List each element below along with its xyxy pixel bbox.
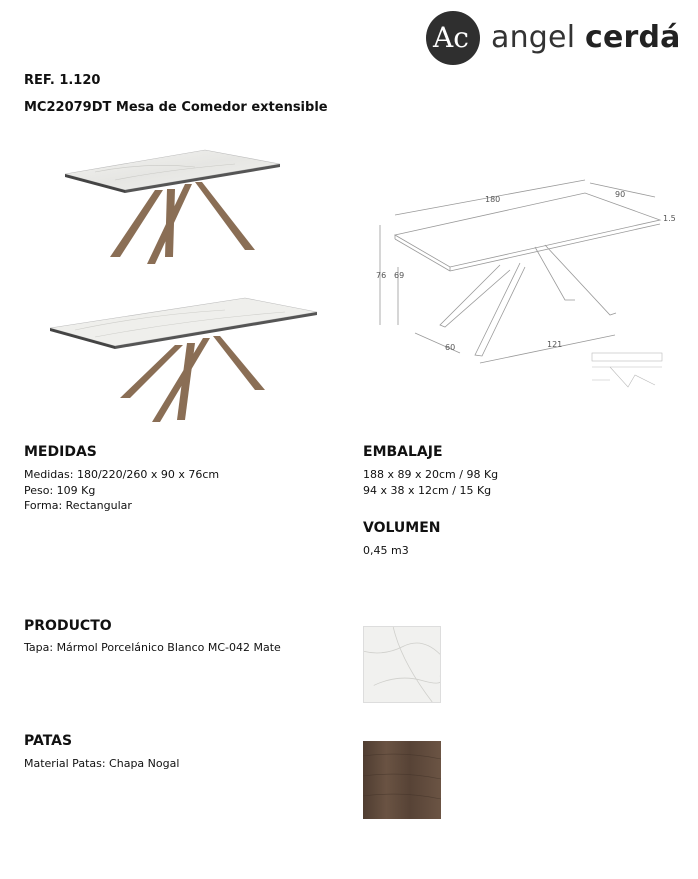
- reference-code: REF. 1.120: [24, 73, 101, 88]
- technical-diagram: [370, 175, 680, 400]
- volumen-value: 0,45 m3: [363, 544, 409, 557]
- producto-heading: PRODUCTO: [24, 618, 112, 634]
- producto-text: Tapa: Mármol Porcelánico Blanco MC-042 Mate: [24, 641, 281, 654]
- embalaje-line: 188 x 89 x 20cm / 98 Kg: [363, 468, 499, 481]
- dim-height-frame: 69: [394, 271, 405, 280]
- brand-logo: [425, 8, 690, 70]
- volumen-heading: VOLUMEN: [363, 520, 441, 536]
- patas-heading: PATAS: [24, 733, 73, 749]
- walnut-swatch: [363, 741, 441, 819]
- embalaje-line: 94 x 38 x 12cm / 15 Kg: [363, 483, 492, 497]
- dim-leg-width: 121: [547, 340, 563, 349]
- embalaje-heading: EMBALAJE: [363, 444, 443, 460]
- brand-mark-icon: [425, 10, 481, 66]
- marble-swatch: [363, 626, 441, 703]
- mini-diagram: [592, 353, 662, 387]
- medidas-heading: MEDIDAS: [24, 444, 97, 460]
- medidas-list: [24, 467, 219, 514]
- dim-length: 180: [485, 195, 501, 204]
- medidas-line: Forma: Rectangular: [24, 499, 132, 512]
- svg-text:Ac: Ac: [433, 21, 469, 54]
- dim-depth: 90: [615, 190, 626, 199]
- patas-text: Material Patas: Chapa Nogal: [24, 757, 180, 770]
- brand-name-light: angel: [491, 20, 576, 55]
- dim-leg-depth: 60: [445, 343, 456, 352]
- brand-name: [491, 20, 681, 55]
- product-image-extended: [45, 290, 325, 425]
- embalaje-list: [363, 467, 498, 498]
- product-image-closed: [55, 142, 285, 267]
- product-title: MC22079DT Mesa de Comedor extensible: [24, 100, 328, 115]
- brand-name-bold: cerdá: [584, 20, 681, 55]
- dim-height-total: 76: [376, 271, 387, 280]
- dim-thickness: 1.5: [663, 214, 676, 223]
- medidas-line: Peso: 109 Kg: [24, 483, 96, 497]
- medidas-line: Medidas: 180/220/260 x 90 x 76cm: [24, 468, 220, 481]
